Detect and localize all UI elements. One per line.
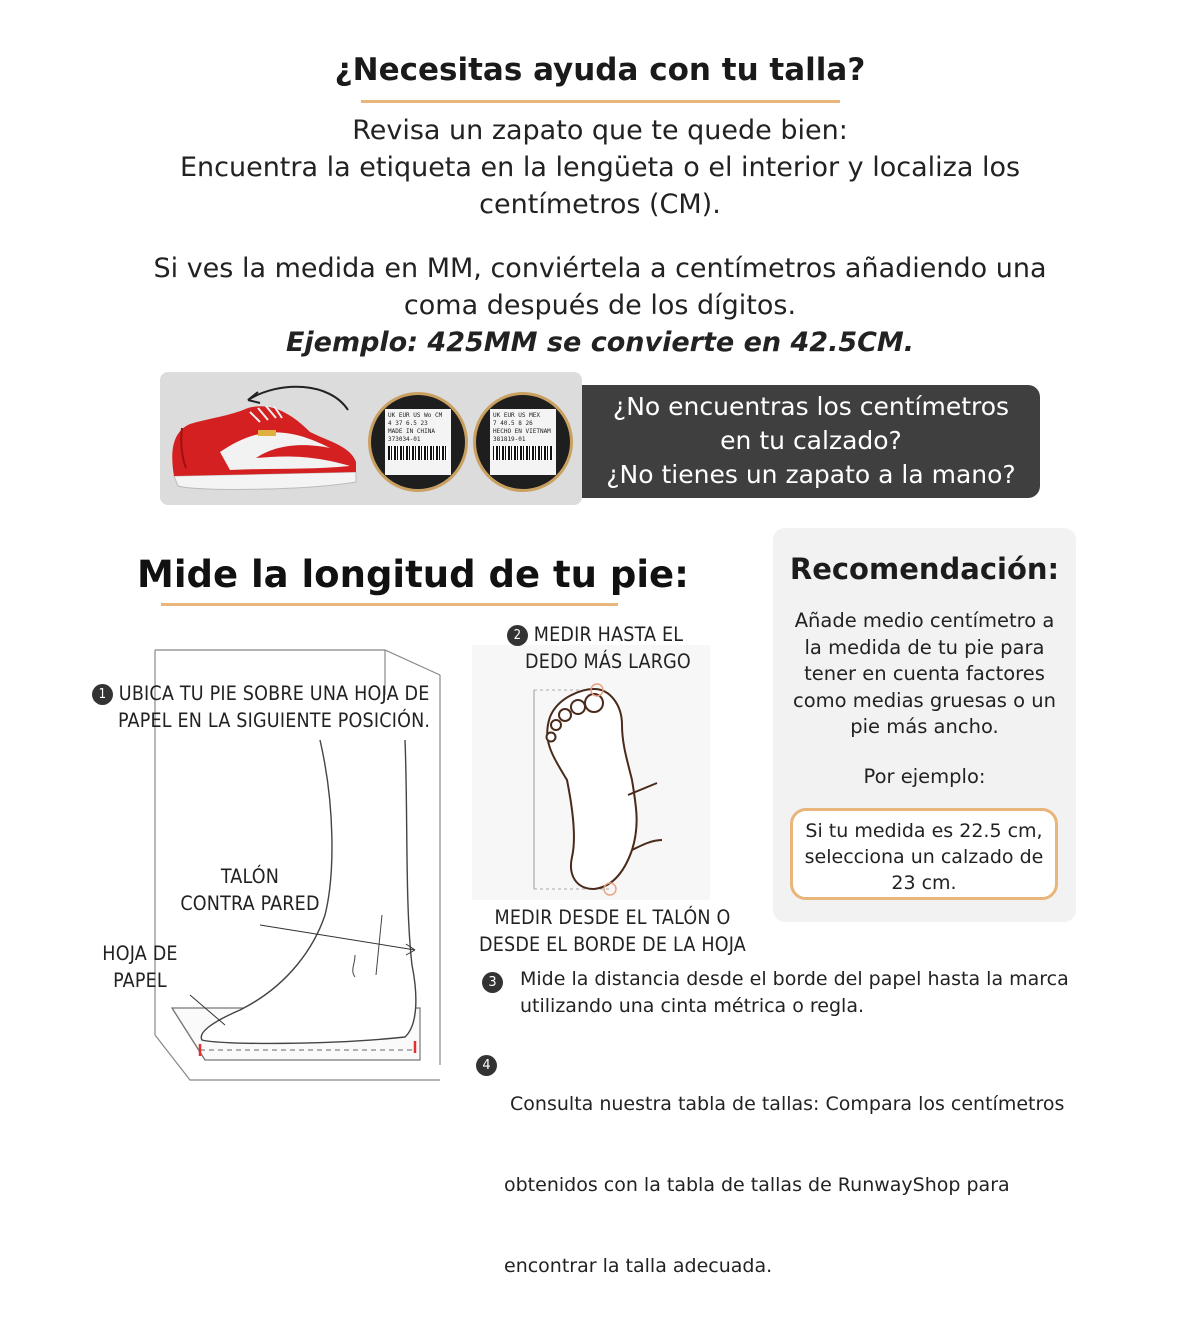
rec-line: pie más ancho.	[850, 715, 999, 738]
page-title: ¿Necesitas ayuda con tu talla?	[334, 52, 866, 88]
measure-from-heel-label	[450, 904, 775, 958]
paper-label-line: HOJA DE	[102, 942, 178, 965]
label-row: UK EUR US Wo CM	[388, 412, 443, 419]
label-row: 381819-01	[493, 436, 526, 443]
title-underline	[361, 100, 840, 103]
example-line: 23 cm.	[891, 872, 957, 894]
barcode-icon	[388, 446, 448, 460]
intro-line: centímetros (CM).	[479, 189, 721, 220]
measure-title: Mide la longitud de tu pie:	[137, 553, 689, 596]
help-line: ¿No encuentras los centímetros	[612, 392, 1010, 421]
heel-label-line: CONTRA PARED	[180, 892, 320, 915]
step-4-line: Consulta nuestra tabla de tallas: Compara los centímetros	[504, 1093, 1065, 1115]
shoe-label-photo-2	[473, 392, 573, 492]
intro-line: Encuentra la etiqueta en la lengüeta o el interior y localiza los	[179, 152, 1021, 183]
heel-label-line: TALÓN	[220, 865, 280, 888]
label-row: 7 40.5 8 26	[493, 420, 533, 427]
shoe-label-photo-1	[368, 392, 468, 492]
intro-text	[100, 112, 1100, 223]
label-row: 373034-01	[388, 436, 421, 443]
label-row: 4 37 6.5 23	[388, 420, 428, 427]
rec-line: como medias gruesas o un	[793, 688, 1056, 712]
mm-conversion-text	[100, 250, 1100, 361]
label-row: HECHO EN VIETNAM	[493, 428, 551, 435]
from-label-line: MEDIR DESDE EL TALÓN O	[494, 906, 731, 929]
example-text	[792, 818, 1056, 896]
step-number-2: 2	[507, 625, 528, 646]
step-2-line: MEDIR HASTA EL	[533, 623, 684, 646]
rec-line: tener en cuenta factores	[804, 662, 1045, 685]
step-3-line: Mide la distancia desde el borde del papel hasta la marca	[520, 968, 1069, 990]
label-row: UK EUR US MEX	[493, 412, 540, 419]
step-1-line: PAPEL EN LA SIGUIENTE POSICIÓN.	[118, 709, 431, 732]
shoe-label-banner	[160, 372, 582, 505]
step-3-line: utilizando una cinta métrica o regla.	[520, 995, 865, 1017]
recommendation-example-label: Por ejemplo:	[863, 765, 986, 788]
label-row: MADE IN CHINA	[388, 428, 435, 435]
mm-line: Si ves la medida en MM, conviértela a centímetros añadiendo una	[153, 253, 1047, 284]
mm-line: coma después de los dígitos.	[403, 290, 797, 321]
step-2-line: DEDO MÁS LARGO	[525, 650, 691, 673]
paper-sheet-label	[80, 940, 200, 994]
step-4-line: encontrar la talla adecuada.	[504, 1255, 773, 1277]
step-number-3: 3	[482, 972, 503, 993]
step-number-4: 4	[476, 1055, 497, 1076]
conversion-example: Ejemplo: 425MM se convierte en 42.5CM.	[285, 327, 915, 358]
step-1-line: UBICA TU PIE SOBRE UNA HOJA DE	[118, 682, 430, 705]
example-line: selecciona un calzado de	[804, 846, 1044, 868]
step-4-line: obtenidos con la tabla de tallas de RunwayShop para	[504, 1174, 1010, 1196]
heel-against-wall-label	[150, 863, 350, 917]
step-2	[507, 621, 737, 675]
step-3	[482, 966, 1102, 1020]
step-number-1: 1	[92, 684, 113, 705]
paper-label-line: PAPEL	[113, 969, 167, 992]
foot-outline-illustration	[472, 645, 710, 900]
help-line: ¿No tienes un zapato a la mano?	[606, 460, 1016, 489]
recommendation-title: Recomendación:	[789, 552, 1060, 586]
recommendation-text	[783, 608, 1066, 741]
no-label-help-box[interactable]	[582, 385, 1040, 498]
example-line: Si tu medida es 22.5 cm,	[805, 820, 1043, 842]
step-1	[92, 680, 492, 734]
intro-line: Revisa un zapato que te quede bien:	[352, 115, 848, 146]
help-line: en tu calzado?	[720, 426, 902, 455]
rec-line: Añade medio centímetro a	[794, 609, 1055, 632]
from-label-line: DESDE EL BORDE DE LA HOJA	[479, 933, 746, 956]
measure-underline	[161, 603, 618, 606]
step-4	[476, 1037, 1096, 1334]
shoe-illustration	[160, 372, 360, 505]
barcode-icon	[493, 446, 553, 460]
rec-line: la medida de tu pie para	[804, 635, 1045, 659]
